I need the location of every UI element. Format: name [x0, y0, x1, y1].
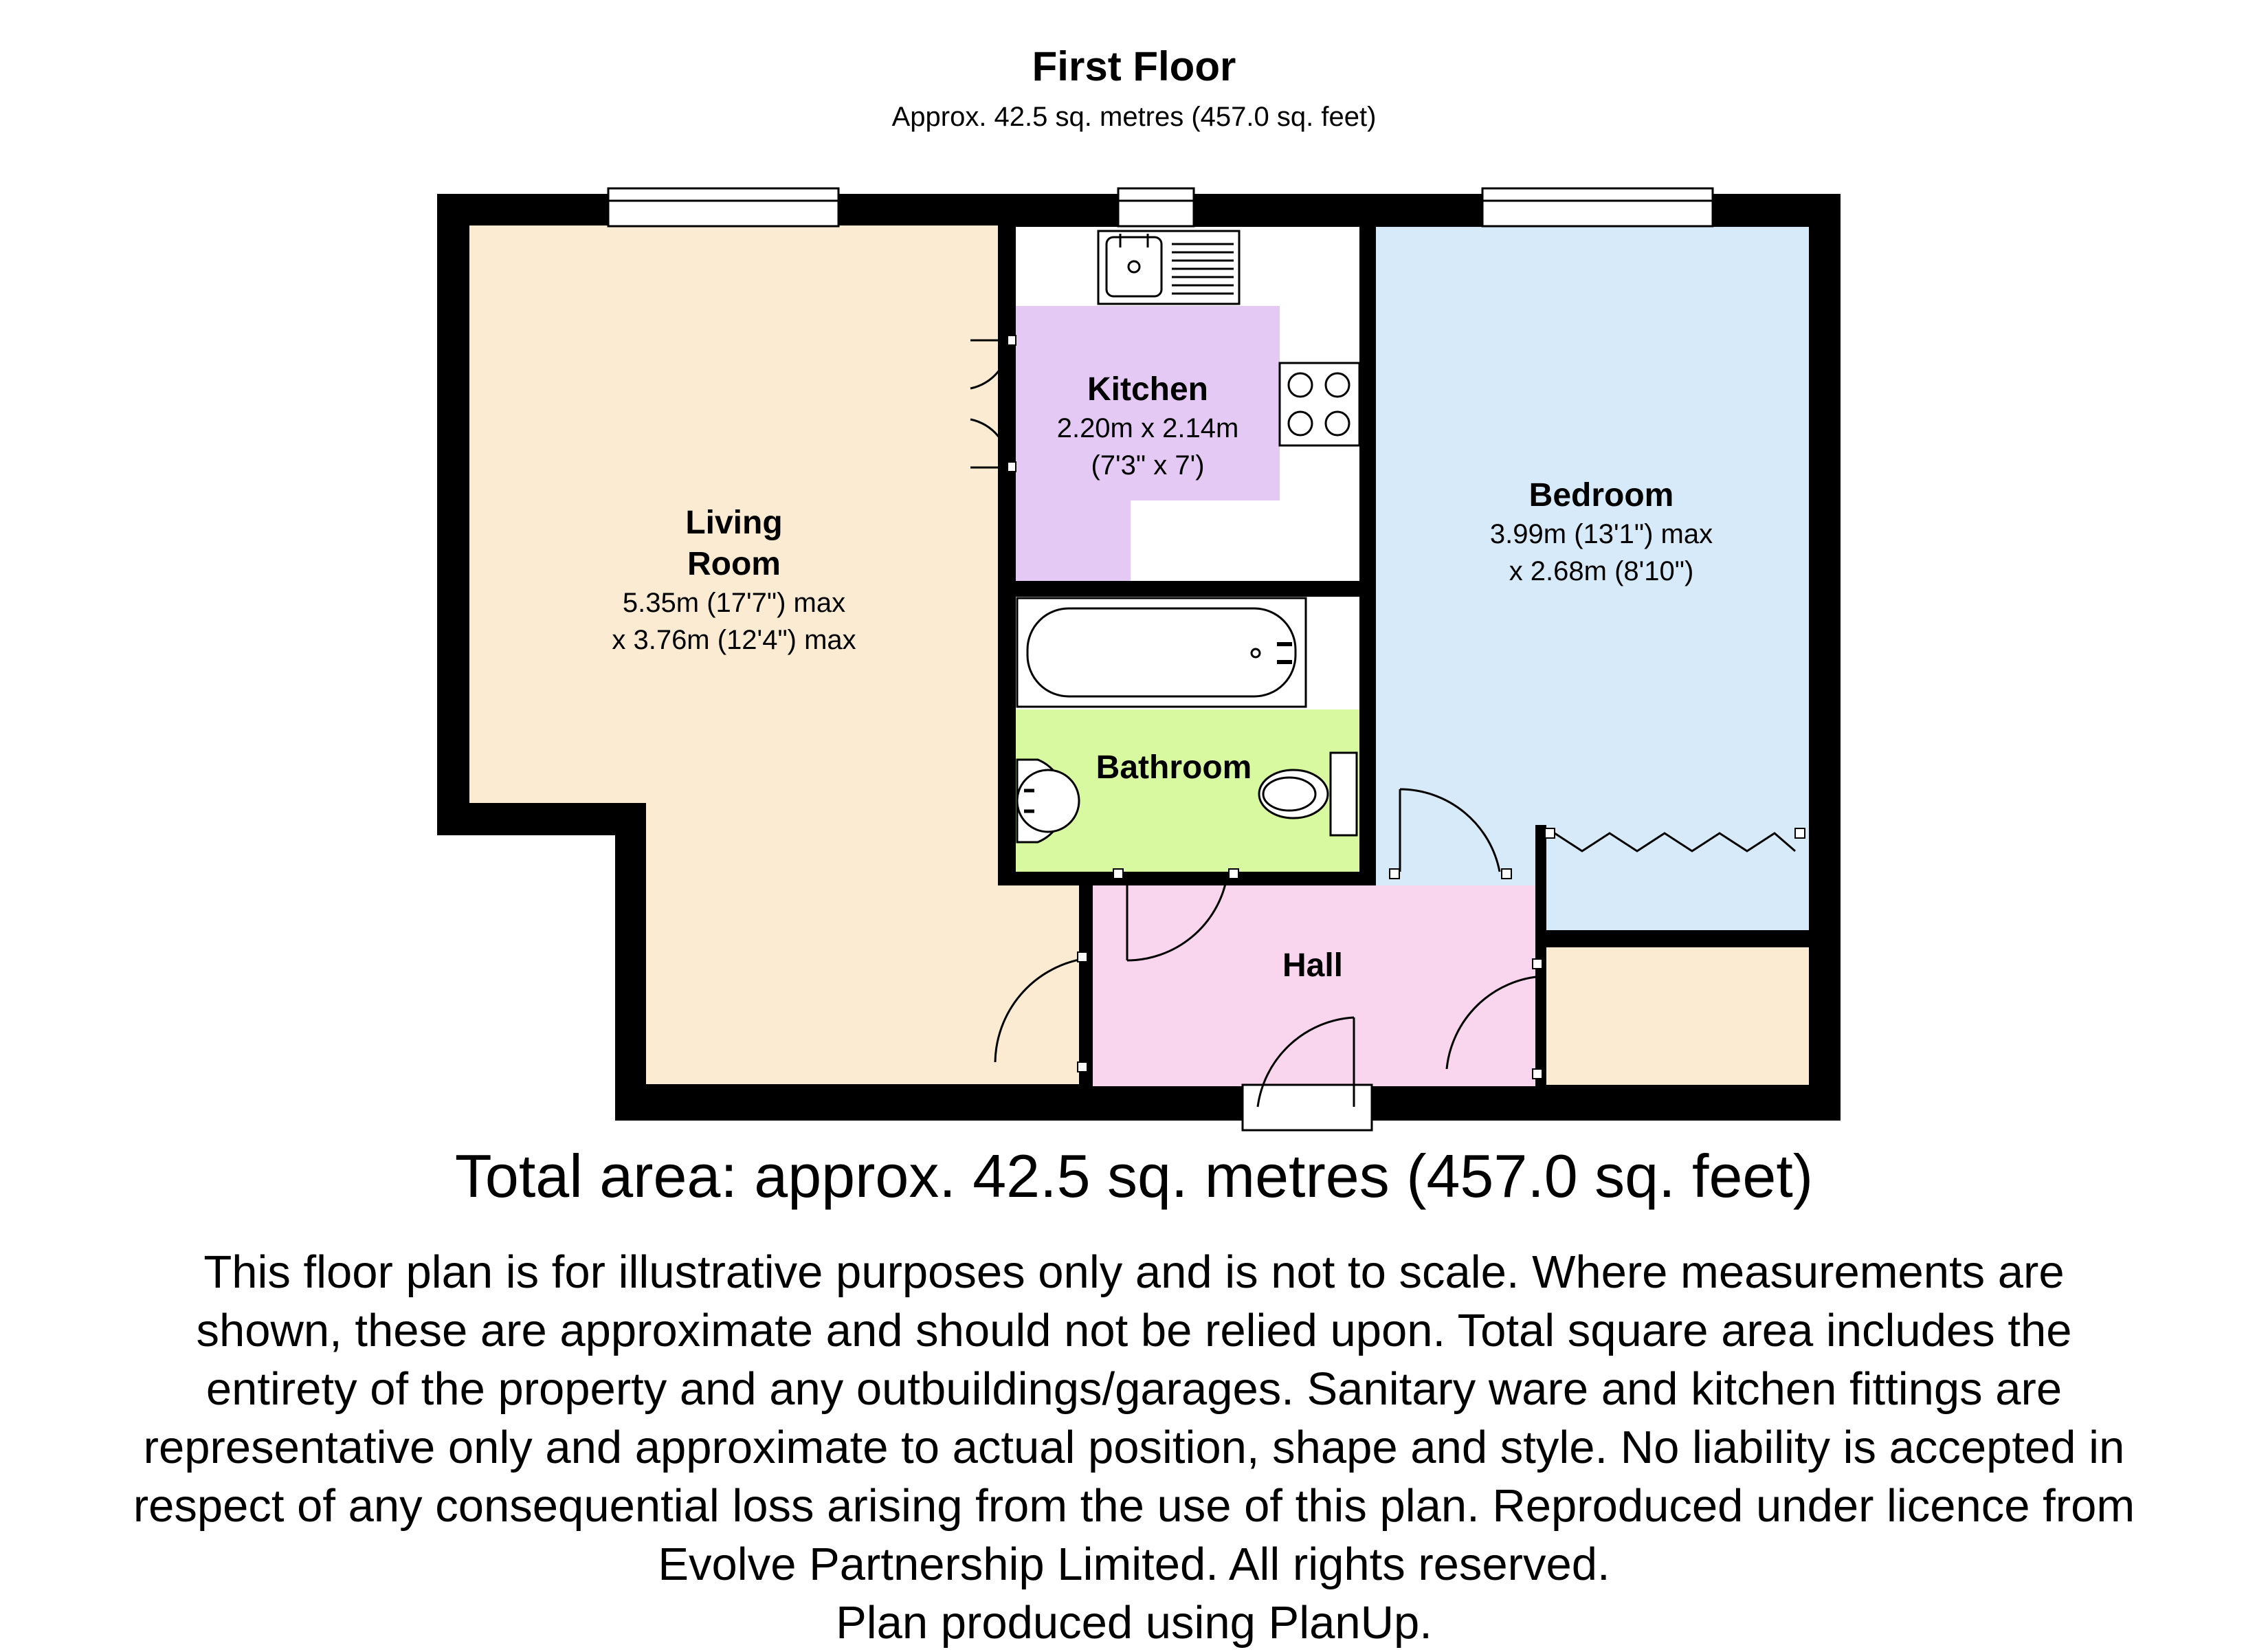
hob-icon	[1280, 363, 1359, 445]
disclaimer-line: entirety of the property and any outbuildings/garages. Sanitary ware and kitchen fittings are	[205, 1363, 2063, 1415]
bathtub-icon	[1017, 598, 1306, 707]
living-room-dim-line1: 5.35m (17'7") max	[622, 588, 846, 618]
living-room-dim-line2: x 3.76m (12'4") max	[612, 625, 856, 655]
kitchen-name: Kitchen	[1087, 371, 1209, 408]
disclaimer-line: representative only and approximate to actual position, shape and style. No liability is accepted in	[143, 1422, 2125, 1473]
disclaimer-line: Plan produced using PlanUp.	[836, 1597, 1432, 1649]
bedroom-name: Bedroom	[1528, 477, 1674, 514]
bathroom-name: Bathroom	[1096, 749, 1252, 786]
disclaimer-line: Evolve Partnership Limited. All rights reserved.	[658, 1539, 1610, 1590]
disclaimer	[27, 1243, 2241, 1652]
disclaimer-line: respect of any consequential loss arising from the use of this plan. Reproduced under licence from	[133, 1480, 2135, 1532]
disclaimer-line: This floor plan is for illustrative purposes only and is not to scale. Where measurements are	[203, 1246, 2065, 1298]
cupboard	[1546, 947, 1809, 1085]
kitchen-sink-icon	[1098, 231, 1239, 304]
hall-name: Hall	[1282, 947, 1344, 984]
kitchen-dim-line2: (7'3" x 7')	[1091, 450, 1205, 481]
floor-subtitle: Approx. 42.5 sq. metres (457.0 sq. feet)	[891, 102, 1377, 132]
windows	[608, 188, 1713, 226]
total-area: Total area: approx. 42.5 sq. metres (457.0 sq. feet)	[454, 1142, 1814, 1210]
hall	[1093, 885, 1543, 1086]
bedroom-dim-line2: x 2.68m (8'10")	[1509, 556, 1694, 586]
front-door-threshold	[1243, 1085, 1372, 1130]
living-room-name-line1: Living	[685, 505, 783, 541]
floor-title: First Floor	[1032, 43, 1236, 89]
disclaimer-line: shown, these are approximate and should not be relied upon. Total square area includes the	[196, 1305, 2072, 1356]
kitchen-dim-line1: 2.20m x 2.14m	[1056, 413, 1239, 443]
bedroom-dim-line1: 3.99m (13'1") max	[1489, 519, 1713, 549]
living-room-name-line2: Room	[687, 546, 781, 582]
